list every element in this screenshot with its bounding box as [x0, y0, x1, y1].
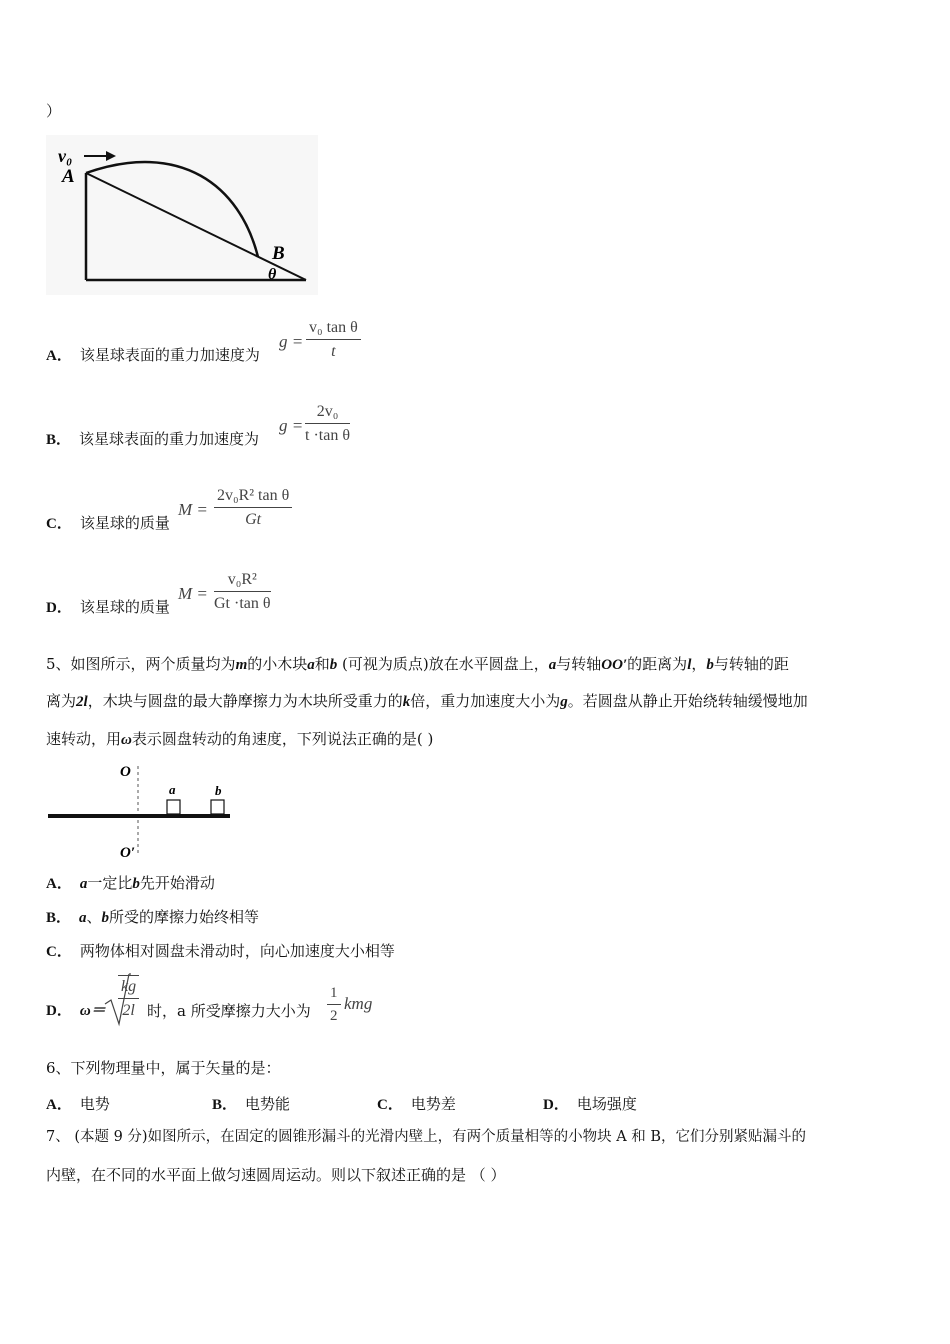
q5-stem-line-1: 5、如图所示，两个质量均为m的小木块a和b (可视为质点)放在水平圆盘上，a与转轴OO′的距离为l，b与转轴的距	[46, 655, 789, 673]
q4-option-a[interactable]	[46, 344, 260, 365]
block-b-label: b	[215, 783, 222, 798]
q6-option-a[interactable]: A． 电势	[46, 1095, 110, 1113]
q7-stem-line-2: 内壁，在不同的水平面上做匀速圆周运动。则以下叙述正确的是 （ ）	[46, 1166, 506, 1184]
half-numerator: 1	[327, 985, 341, 1005]
q5-option-c[interactable]: C． 两物体相对圆盘未滑动时，向心加速度大小相等	[46, 942, 395, 960]
continued-paren: ）	[46, 102, 62, 120]
q6-option-c[interactable]: C． 电势差	[377, 1095, 456, 1113]
q5-stem-line-3: 速转动，用ω表示圆盘转动的角速度，下列说法正确的是( )	[46, 730, 434, 748]
block-b	[211, 800, 224, 814]
option-label: B．	[46, 432, 72, 448]
q4c-lhs: M =	[178, 500, 208, 519]
option-text: 该星球的质量	[79, 598, 170, 616]
q4b-fraction	[305, 403, 350, 445]
numerator: v₀R²	[214, 571, 271, 592]
v0-label: v₀	[58, 146, 73, 166]
axis-bottom-label: O′	[120, 845, 136, 861]
point-b-label: B	[272, 243, 285, 264]
q4-option-c[interactable]	[46, 512, 170, 533]
q7-stem-line-1: 7、 (本题 9 分)如图所示，在固定的圆锥形漏斗的光滑内壁上，有两个质量相等的小物块 A 和 B，它们分别紧贴漏斗的	[46, 1129, 807, 1145]
radicand-numerator: kg	[118, 978, 139, 999]
option-label: C．	[46, 516, 72, 532]
denominator: t ·tan θ	[305, 427, 350, 444]
denominator: Gt ·tan θ	[214, 595, 271, 612]
q5-option-a[interactable]: A． a一定比b先开始滑动	[46, 874, 215, 892]
turntable-figure	[44, 762, 244, 862]
q4-option-d[interactable]	[46, 596, 170, 617]
block-a	[167, 800, 180, 814]
option-text: 该星球表面的重力加速度为	[79, 430, 260, 448]
q4d-lhs: M =	[178, 584, 208, 603]
radical-fraction	[118, 975, 139, 1020]
option-label: A．	[46, 348, 72, 364]
q6-stem: 6、下列物理量中，属于矢量的是：	[46, 1059, 281, 1077]
denominator: Gt	[245, 511, 262, 528]
half-fraction	[327, 985, 341, 1025]
q6-option-d[interactable]: D． 电场强度	[543, 1095, 637, 1113]
q5-stem-line-2: 离为2l，木块与圆盘的最大静摩擦力为木块所受重力的k倍，重力加速度大小为g。若圆盘从静止开始绕转轴缓慢地加	[46, 692, 808, 710]
denominator: t	[331, 343, 336, 360]
q4a-lhs: g =	[279, 332, 304, 351]
numerator: 2v₀R² tan θ	[214, 487, 292, 508]
q4c-fraction	[214, 487, 292, 529]
axis-top-label: O	[120, 764, 131, 780]
numerator: v₀ tan θ	[306, 319, 361, 340]
point-a-label: A	[62, 166, 75, 187]
q6-option-b[interactable]: B． 电势能	[212, 1095, 291, 1113]
q4b-lhs: g =	[279, 416, 304, 435]
q5-option-b[interactable]: B． a、b所受的摩擦力始终相等	[46, 908, 260, 926]
incline-projectile-figure	[40, 135, 320, 300]
q4a-fraction	[306, 319, 361, 361]
numerator: 2v₀	[305, 403, 350, 424]
option-label: D．	[46, 600, 72, 616]
q5-option-d[interactable]: D． ω＝	[46, 1003, 106, 1019]
theta-label: θ	[268, 266, 277, 283]
q4-option-b[interactable]	[46, 428, 259, 449]
option-text: 该星球的质量	[79, 514, 170, 532]
q5d-text: 时，a 所受摩擦力大小为	[147, 1002, 311, 1020]
block-a-label: a	[169, 782, 176, 797]
q4d-fraction	[214, 571, 271, 613]
option-text: 该星球表面的重力加速度为	[79, 346, 260, 364]
half-denominator: 2	[330, 1008, 338, 1024]
q5d-tail: kmg	[344, 994, 373, 1013]
radicand-denominator: 2l	[122, 1002, 135, 1019]
